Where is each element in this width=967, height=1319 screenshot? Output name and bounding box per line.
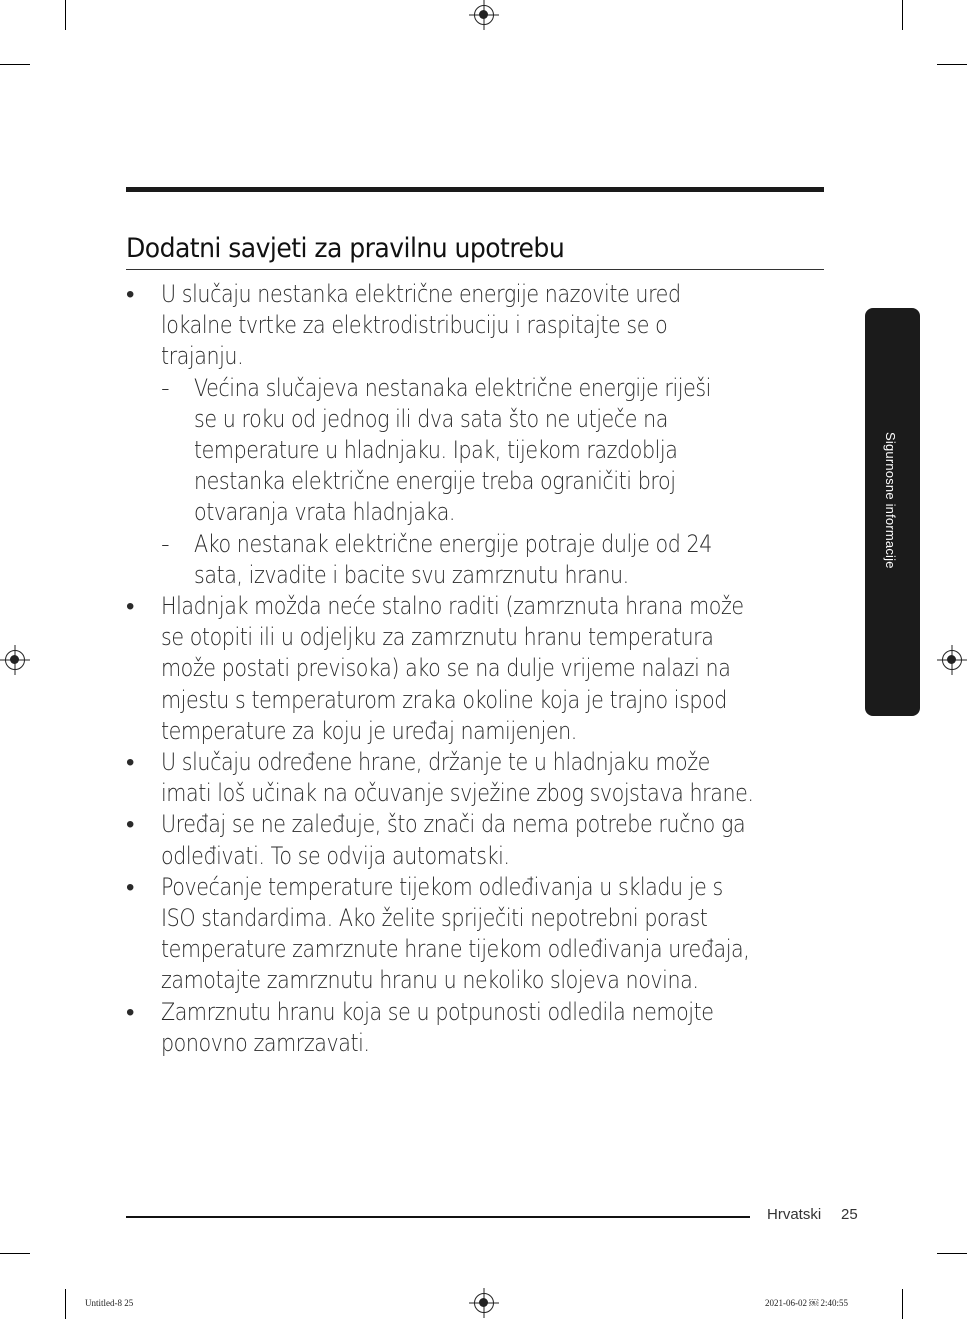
crop-mark (937, 1253, 967, 1254)
list-item-text: U slučaju nestanka električne energije nazovite ured lokalne tvrtke za elektrodistribuciju i raspitajte se o trajanju. (161, 280, 681, 371)
dash-icon: - (161, 529, 170, 558)
sub-list-item-text: Ako nestanak električne energije potraje dulje od 24 sata, izvadite i bacite svu zamrznutu hranu. (194, 529, 712, 589)
bullet-icon: • (126, 810, 134, 839)
section-top-rule (126, 187, 824, 192)
crop-mark (65, 0, 66, 30)
list-item-text: Povećanje temperature tijekom odleđivanja u skladu je s ISO standardima. Ako želite spriječiti nepotrebni porast temperature zamrznute hrane tijekom odleđivanja uređaja, zamotajte zamrznutu hranu u nekoliko slojeva novina. (161, 872, 750, 995)
sub-list-item-text: Većina slučajeva nestanaka električne energije riješi se u roku od jednog ili dva sata što ne utječe na temperature u hladnjaku. Ipak, tijekom razdoblja nestanka električne energije treba ograničiti broj otvaranja vrata hladnjaka. (194, 373, 711, 527)
bullet-list (126, 279, 886, 1059)
footer-language: Hrvatski (767, 1206, 822, 1223)
crop-mark (902, 1289, 903, 1319)
list-item-text: Zamrznutu hranu koja se u potpunosti odledila nemojte ponovno zamrzavati. (161, 997, 714, 1057)
registration-mark-icon (5, 650, 25, 670)
footer-rule (126, 1216, 750, 1218)
bullet-icon: • (126, 280, 134, 308)
registration-mark-icon (942, 650, 962, 670)
crop-mark (65, 1289, 66, 1319)
print-slug-file: Untitled-8 25 (85, 1298, 134, 1308)
list-item-text: U slučaju određene hrane, držanje te u hladnjaku može imati loš učinak na očuvanje svježine zbog svojstava hrane. (161, 748, 754, 808)
crop-mark (0, 1253, 30, 1254)
chapter-side-tab-label: Sigurnosne informacije (883, 432, 898, 569)
registration-mark-icon (474, 1293, 494, 1313)
dash-icon: - (161, 373, 170, 402)
bullet-icon: • (126, 997, 134, 1026)
list-item (126, 747, 886, 809)
crop-mark (0, 64, 30, 65)
bullet-icon: • (126, 748, 134, 777)
list-item-text: Uređaj se ne zaleđuje, što znači da nema potrebe ručno ga odleđivati. To se odvija automatski. (161, 810, 746, 870)
heading-underline (126, 269, 824, 270)
list-item (126, 809, 886, 871)
list-item (126, 997, 886, 1059)
crop-mark (902, 0, 903, 30)
list-item (126, 872, 886, 997)
list-item-text: Hladnjak možda neće stalno raditi (zamrznuta hrana može se otopiti ili u odjeljku za zamrznutu hranu temperatura može postati previsoka) ako se na dulje vrijeme nalazi na mjestu s temperaturom zraka okoline koja je trajno ispod temperature za koju je uređaj namijenjen. (161, 592, 744, 745)
page-number: 25 (841, 1206, 858, 1223)
crop-mark (937, 64, 967, 65)
sub-list-item (161, 529, 886, 591)
section-heading: Dodatni savjeti za pravilnu upotrebu (126, 233, 565, 264)
print-slug-date: 2021-06-02 ￼ 2:40:55 (765, 1298, 848, 1308)
sub-list-item (161, 373, 886, 529)
list-item (126, 591, 886, 747)
bullet-icon: • (126, 592, 134, 621)
registration-mark-icon (474, 5, 494, 25)
bullet-icon: • (126, 872, 134, 901)
list-item (126, 279, 886, 591)
